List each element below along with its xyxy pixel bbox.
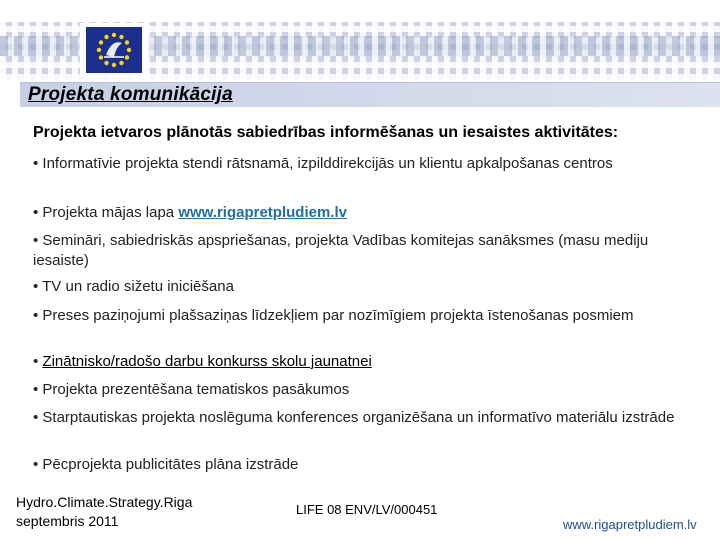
page-title: Projekta komunikācija [28, 84, 233, 105]
competition-link[interactable]: Zinātnisko/radošo darbu konkurss skolu jaunatnei [42, 353, 372, 370]
list-item: • Informatīvie projekta stendi rātsnamā, izpilddirekcijās un klientu apkalpošanas centros [33, 155, 613, 172]
list-item: • Pēcprojekta publicitātes plāna izstrāde [33, 456, 299, 473]
footer-date: septembris 2011 [16, 513, 119, 529]
list-item: • Preses paziņojumi plašsaziņas līdzekļiem par nozīmīgiem projekta īstenošanas posmiem [33, 307, 634, 324]
eu-flag [86, 27, 142, 73]
list-item-text: • [33, 353, 43, 370]
eu-stars-icon [86, 27, 142, 73]
list-item: • TV un radio sižetu iniciēšana [33, 278, 234, 295]
eu-life-logo-icon [80, 23, 148, 77]
list-item: • Projekta prezentēšana tematiskos pasākumos [33, 381, 350, 398]
list-item [33, 203, 693, 223]
list-item-text: • Projekta mājas lapa [33, 204, 179, 221]
website-link[interactable]: www.rigapretpludiem.lv [178, 204, 347, 221]
section-heading: Projekta ietvaros plānotās sabiedrības informēšanas un iesaistes aktivitātes: [33, 124, 619, 141]
footer-project-name: Hydro.Climate.Strategy.Riga [16, 494, 193, 510]
footer-project [16, 493, 192, 531]
footer-code: LIFE 08 ENV/LV/000451 [296, 502, 438, 517]
list-item: • Semināri, sabiedriskās apspriešanas, projekta Vadības komitejas sanāksmes (masu mediju iesaiste) [33, 232, 649, 269]
footer-website[interactable]: www.rigapretpludiem.lv [563, 517, 697, 532]
list-item [33, 352, 693, 372]
list-item: • Starptautiskas projekta noslēguma konferences organizēšana un informatīvo materiālu izstrāde [33, 409, 675, 426]
